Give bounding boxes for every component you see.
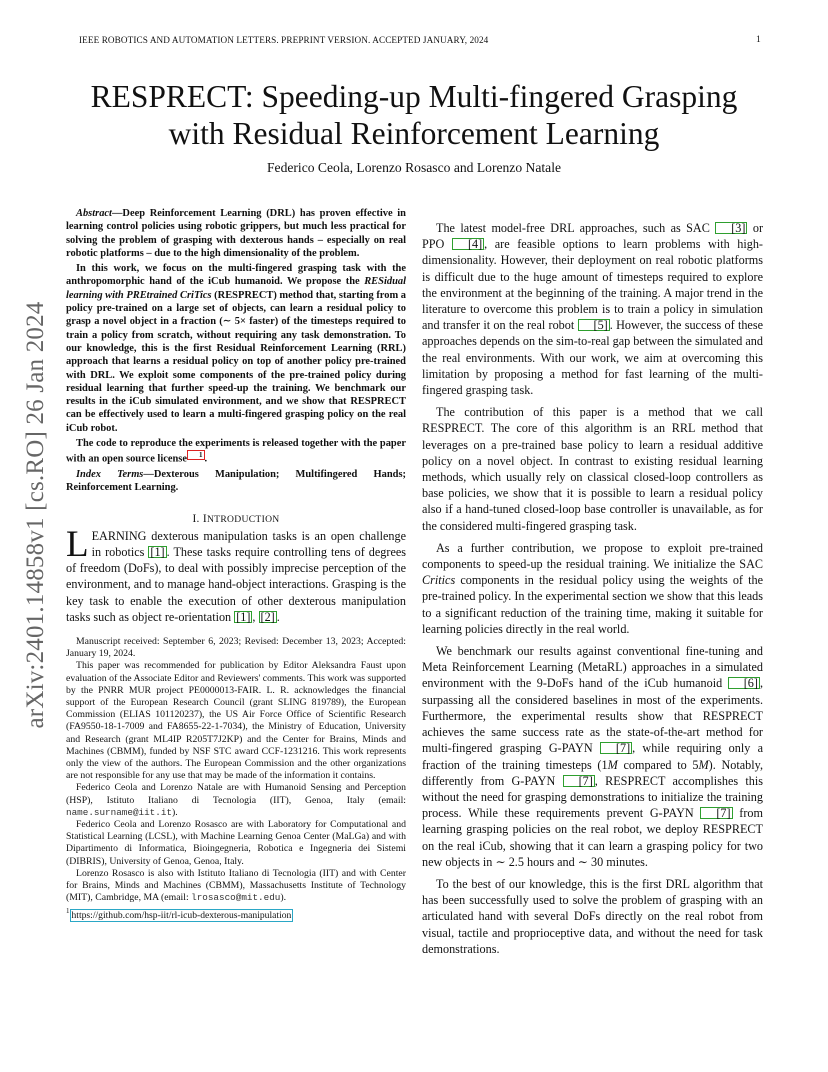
method-name: RESidual learning with PREtrained CriTics xyxy=(66,276,406,301)
citation-link[interactable]: [7] xyxy=(700,807,732,819)
footnote-affiliation-3: Lorenzo Rosasco is also with Istituto Italiano di Tecnologia (IIT) and with Center for Brains, Minds and Machines (CBMM), Massachusetts Institute of Technology (MIT), Cambridge, MA (email: lrosasco@mit.edu). xyxy=(66,867,406,904)
citation-link[interactable]: [2] xyxy=(260,609,275,624)
intro-paragraph: LEARNING dexterous manipulation tasks is an open challenge in robotics [1] . These tasks require controlling tens of degrees of freedom (DoFs), to deal with possibly imprecise perception of the environment, and to manage hand-object interactions. Grasping is the key task to enable the execution of other dexterous manipulation tasks such as object re-orientation [1] , [2] . xyxy=(66,523,407,624)
index-terms: Index Terms—Dexterous Manipulation; Multifingered Hands; Reinforcement Learning. xyxy=(66,469,406,494)
citation-link[interactable]: [1] xyxy=(236,609,251,624)
title-line-1: RESPRECT: Speeding-up Multi-fingered Grasping xyxy=(90,79,738,114)
abstract-paragraph-1: Abstract—Deep Reinforcement Learning (DRL) has proven effective in learning control policies using robotic grippers, but much less practical for solving the problem of grasping with dexterous hands – especially on real robotic platforms – due to the high dimensionality of the problem. xyxy=(66,208,406,259)
email-address[interactable]: name.surname@iit.it xyxy=(66,806,173,818)
index-terms-label: Index Terms xyxy=(76,469,144,481)
citation-link[interactable]: [4] xyxy=(452,238,484,250)
section-heading-introduction: I. INTRODUCTION xyxy=(192,512,280,525)
citation-link[interactable]: [1] xyxy=(150,544,165,559)
repository-url-link[interactable]: https://github.com/hsp-iit/rl-icub-dexterous-manipulation xyxy=(71,909,292,921)
footnotes xyxy=(66,636,406,922)
footnote-code-link: $^1$ https://github.com/hsp-iit/rl-icub-dexterous-manipulation xyxy=(66,907,292,921)
citation-link[interactable]: [7] xyxy=(563,775,595,787)
abstract-paragraph-3: The code to reproduce the experiments is released together with the paper with an open source license 1 . xyxy=(66,438,406,465)
footnote-funding: This paper was recommended for publication by Editor Aleksandra Faust upon evaluation of the Associate Editor and Reviewers' comments. This work was supported by the PNRR MUR project PE0000013-FAIR. L. R. acknowledges the financial support of the European Research Council (grant SLING 819789), the European Commission (ELIAS 101120237), the US Air Force Office of Scientific Research (FA9550-18-1-7009 and FA8655-22-1-7034), the Ministry of Education, University and Research (grant ML4IP R205T7J2KP) and the Center for Brains, Minds and Machines (CBMM), funded by NSF STC award CCF-1231216. This work represents only the view of the authors. The European Commission and the other organizations are not responsible for any use that may be made of the information it contains. xyxy=(66,660,406,782)
citation-link[interactable]: [3] xyxy=(715,222,747,234)
title-line-2: with Residual Reinforcement Learning xyxy=(168,116,660,151)
footnote-manuscript: Manuscript received: September 6, 2023; Revised: December 13, 2023; Accepted: January 19, 2024. xyxy=(66,635,406,660)
left-column xyxy=(66,207,406,922)
page-number: 1 xyxy=(756,35,761,45)
citation-link[interactable]: [7] xyxy=(600,742,632,754)
paper-title xyxy=(40,78,788,152)
paragraph-drl-approaches: The latest model-free DRL approaches, such as SAC [3] or PPO [4] , are feasible options to learn problems with high-dimensionality. However, their deployment on real robotic platforms is difficult due to the huge amount of timesteps required to explore the environment at the beginning of the training. A major trend in the literature to overcome this problem is to train a policy in simulation and transfer it on the real robot [5] . However, the success of these approaches depends on the sim-to-real gap between the simulated and the real environments. With our work, we aim at overcoming this limitation by proposing a method for fast learning of the multi-fingered grasping task. xyxy=(422,221,763,398)
paragraph-further-contribution: As a further contribution, we propose to exploit pre-trained components to speed-up the residual training. We initialize the SAC Critics components in the residual policy using the weights of the pre-trained policy. In the experimental section we show that this leads to a significant reduction of the training time, making it suitable for learning policies directly in the real world. xyxy=(422,540,763,636)
email-address[interactable]: lrosasco@mit.edu xyxy=(191,892,281,904)
footnote-affiliation-1: Federico Ceola and Lorenzo Natale are with Humanoid Sensing and Perception (HSP), Istituto Italiano di Tecnologia (IIT), Genoa, Italy (email: name.surname@iit.it). xyxy=(66,782,406,818)
drop-cap: L xyxy=(66,523,89,565)
author-list: Federico Ceola, Lorenzo Rosasco and Lorenzo Natale xyxy=(266,160,562,175)
footnote-affiliation-2: Federico Ceola and Lorenzo Rosasco are with Laboratory for Computational and Statistical Learning (LCSL), with Machine Learning Genoa Center (MaLGa) and with Dipartimento di Informatica, Bioingegneria, Robotica e Ingegneria dei Sistemi (DIBRIS), University of Genoa, Genoa, Italy. xyxy=(66,818,406,867)
footnote-marker[interactable]: 1 xyxy=(187,450,205,460)
paragraph-benchmark: We benchmark our results against conventional fine-tuning and Meta Reinforcement Learning (MetaRL) approaches in a simulated environment with the 9-DoFs hand of the iCub humanoid [6] , surpassing all the considered baselines in most of the experiments. Furthermore, the experimental results show that RESPRECT achieves the same success rate as the state-of-the-art method for multi-fingered grasping G-PAYN [7] , while requiring only a fraction of the training timesteps (1M compared to 5M). Notably, differently from G-PAYN [7] , RESPRECT accomplishes this without the need for grasping demonstrations to initialize the training process. While these requirements prevent G-PAYN [7] from learning grasping policies on the real robot, we deploy RESPRECT on the real iCub, showing that it can learn a grasping policy for two new objects in ∼ 2.5 hours and ∼ 30 minutes. xyxy=(422,644,764,869)
abstract-label: Abstract xyxy=(76,208,112,219)
arxiv-identifier: arXiv:2401.14858v1 [cs.RO] 26 Jan 2024 xyxy=(22,301,49,728)
citation-link[interactable]: [6] xyxy=(728,677,760,689)
arxiv-sidebar xyxy=(11,272,61,757)
paragraph-first-drl: To the best of our knowledge, this is the first DRL algorithm that has been successfully used to solve the problem of grasping with an articulated hand with several DoFs directly on the real robot from visual, tactile and proprioceptive data, and without the need for task demonstrations. xyxy=(422,876,763,956)
citation-link[interactable]: [5] xyxy=(578,319,610,331)
running-header: IEEE ROBOTICS AND AUTOMATION LETTERS. PREPRINT VERSION. ACCEPTED JANUARY, 2024 xyxy=(79,35,489,45)
right-column xyxy=(422,220,763,963)
paragraph-contribution: The contribution of this paper is a method that we call RESPRECT. The core of this algorithm is an RRL method that leverages on a pre-trained base policy to learn a residual additive policy on a novel object. In contrast to existing residual learning methods, which usually rely on classical closed-loop controllers as base policies, we show that it is possible to learn a residual policy also if a hand-tuned closed-loop base controller is unavailable, as for the considered multi-fingered grasping task. xyxy=(422,405,763,533)
abstract-paragraph-2: In this work, we focus on the multi-fingered grasping task with the anthropomorphic hand of the iCub humanoid. We propose the RESidual learning with PREtrained CriTics (RESPRECT) method that, starting from a policy pre-trained on a large set of objects, can learn a residual policy to grasp a novel object in a fraction (∼ 5× faster) of the timesteps required to train a policy from scratch, without requiring any task demonstration. To our knowledge, this is the first Residual Reinforcement Learning (RRL) approach that learns a residual policy on top of another policy pre-trained with DRL. We exploit some components of the pre-trained policy during residual learning that further speed-up the training. We benchmark our results in the iCub simulated environment, and we show that RESPRECT can be effectively used to learn a multi-fingered grasping policy on the real iCub robot. xyxy=(66,263,407,434)
